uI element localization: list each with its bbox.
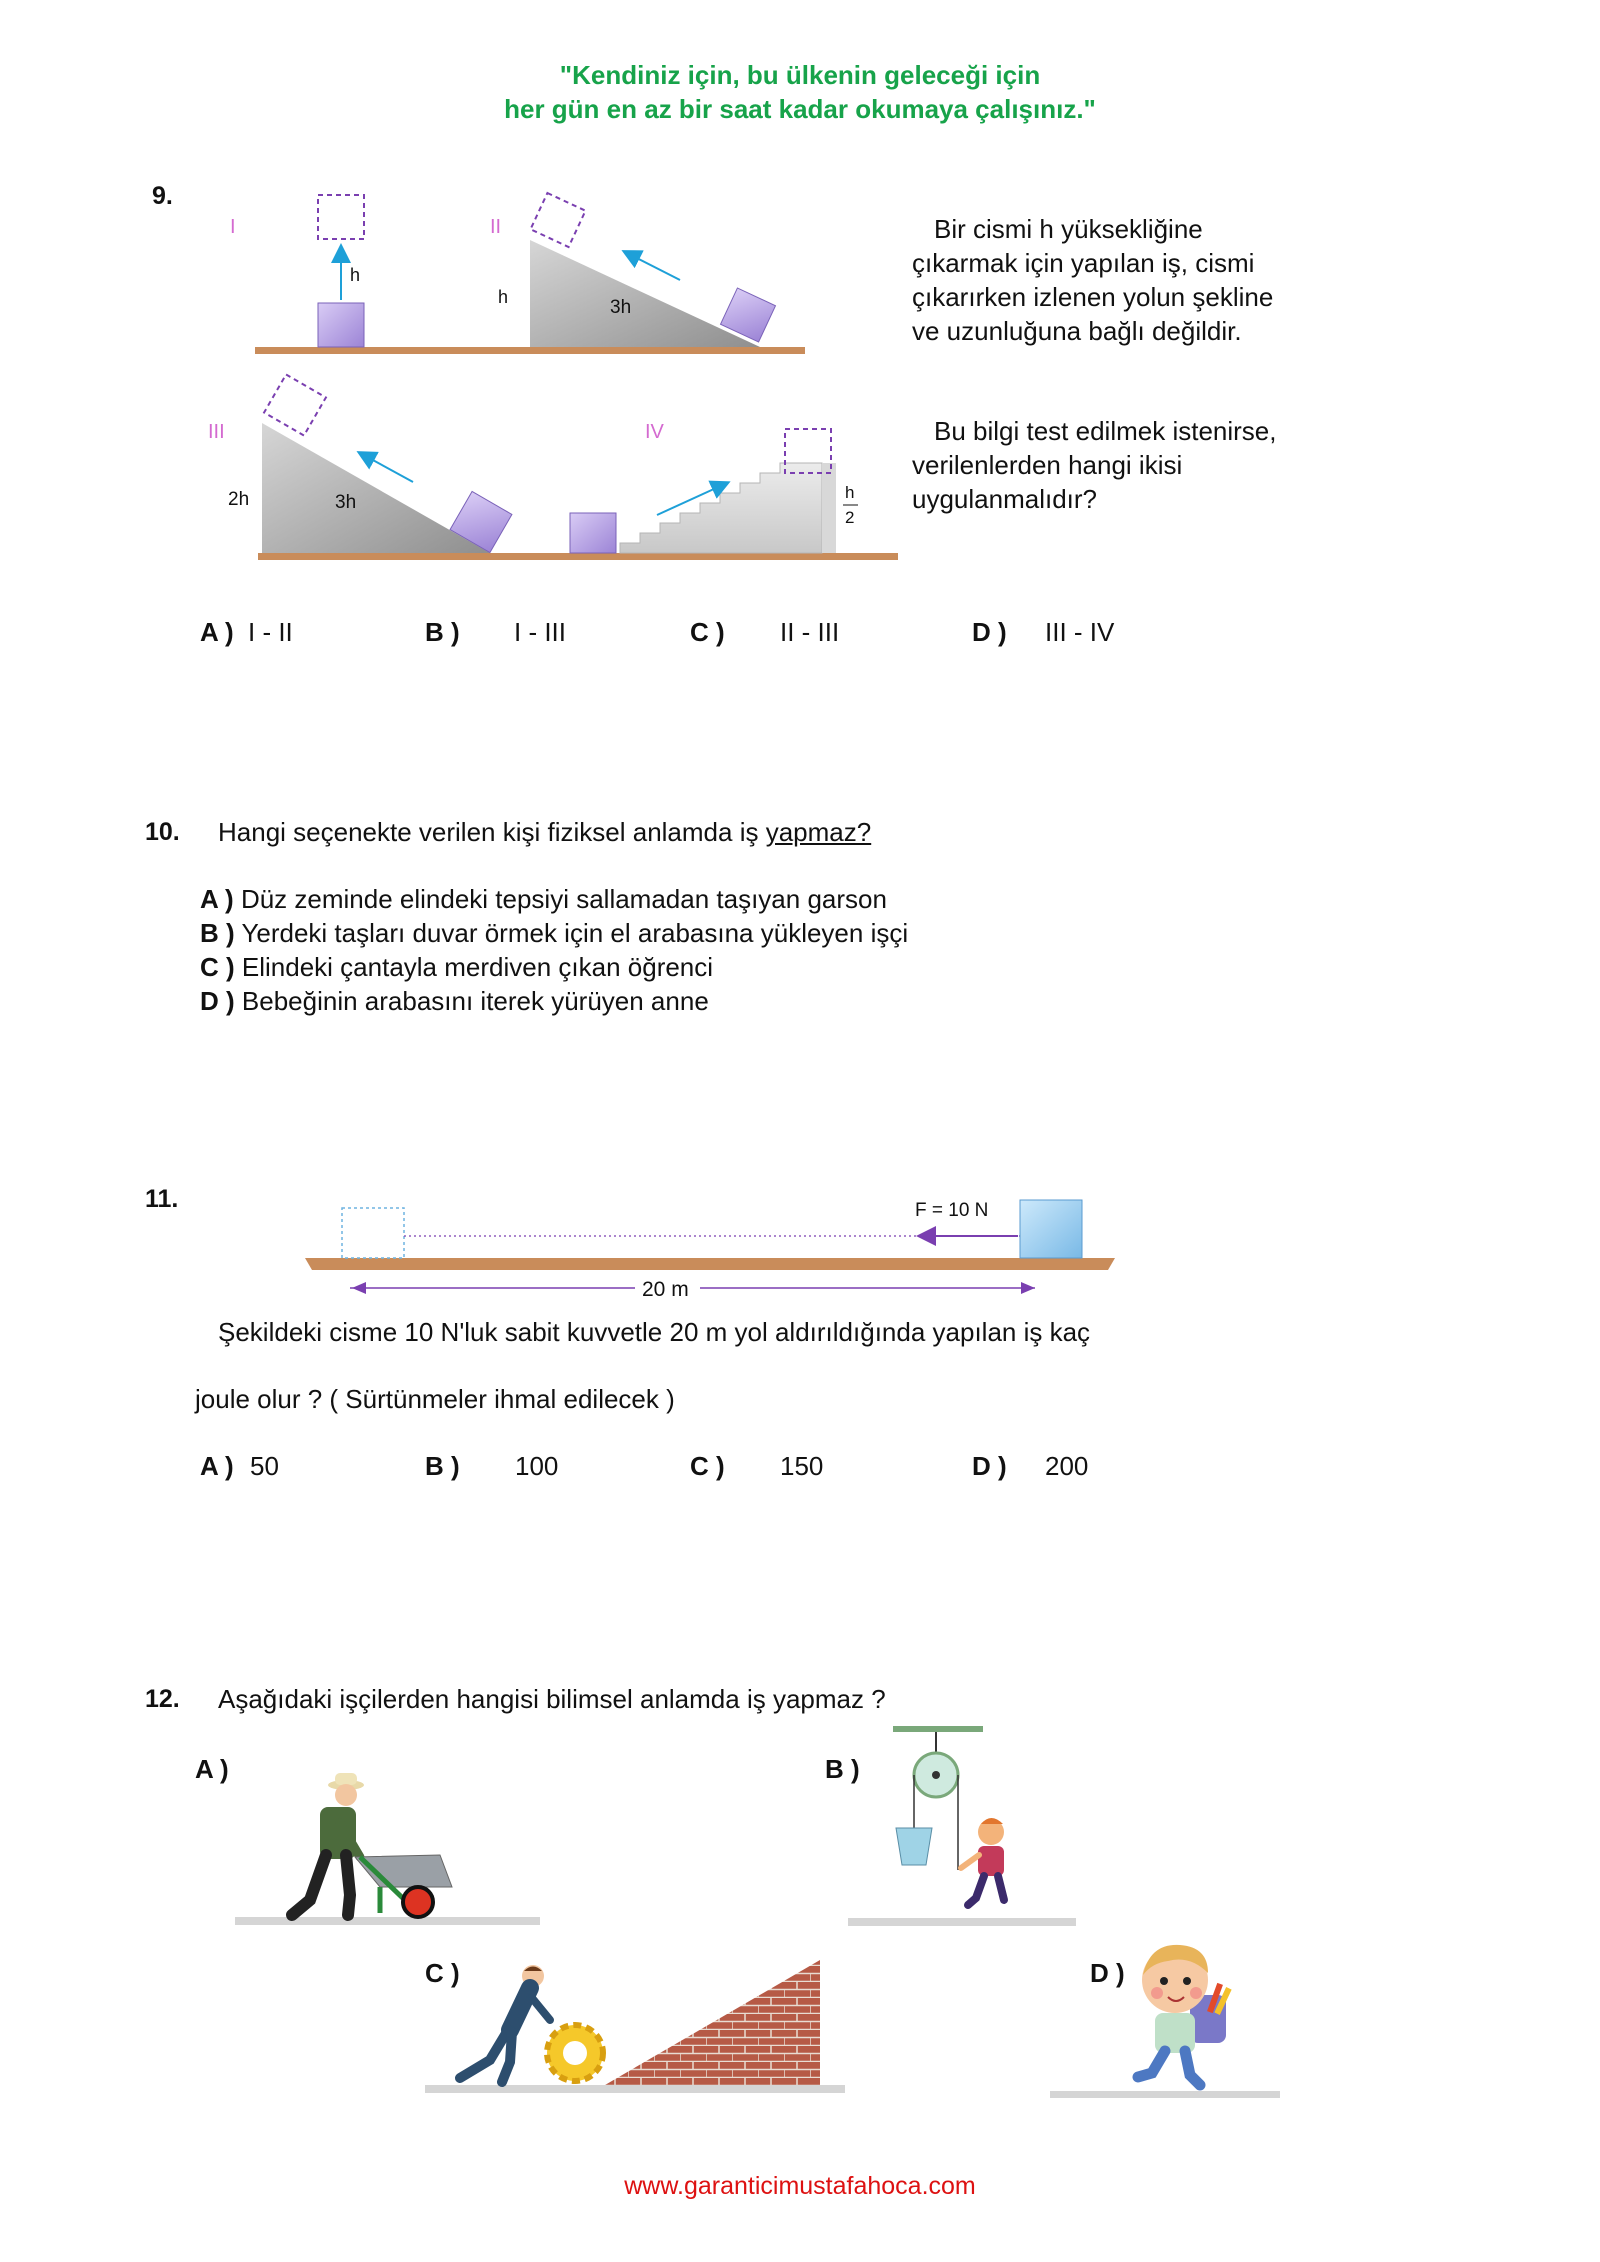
label-h-half-den: 2	[845, 508, 855, 527]
q9-option-d-value[interactable]: III - IV	[1045, 617, 1115, 647]
roman-IV: IV	[645, 421, 664, 443]
question-9-number: 9.	[152, 182, 173, 210]
q10-option-c-value[interactable]: Elindeki çantayla merdiven çıkan öğrenci	[241, 952, 714, 982]
q11-option-a-value[interactable]: 50	[250, 1451, 279, 1481]
q9-option-d-label[interactable]: D )	[972, 617, 1007, 647]
ground-top	[255, 347, 805, 354]
q11-option-d-label[interactable]: D )	[972, 1451, 1007, 1481]
block-I-target	[318, 195, 364, 239]
q9-question-line-3: uygulanmalıdır?	[912, 484, 1097, 514]
q10-option-a-value[interactable]: Düz zeminde elindeki tepsiyi sallamadan taşıyan garson	[240, 884, 887, 914]
force-label: F = 10 N	[915, 1200, 989, 1221]
q11-option-b-value[interactable]: 100	[515, 1451, 559, 1481]
incline-III	[262, 423, 490, 553]
q9-option-b-label[interactable]: B )	[425, 617, 460, 647]
option-b-illustration-pulley	[848, 1720, 1083, 1930]
quote-line-2: her gün en az bir saat kadar okumaya çalışınız."	[504, 94, 1096, 124]
staircase-side-IV	[822, 463, 836, 553]
q10-option-c-label[interactable]: C )	[200, 952, 235, 982]
question-10-number: 10.	[145, 818, 180, 846]
q11-option-c-value[interactable]: 150	[780, 1451, 824, 1481]
hanging-weight	[896, 1828, 932, 1865]
q11-option-d-value[interactable]: 200	[1045, 1451, 1089, 1481]
block-start-dashed	[342, 1208, 404, 1258]
q10-option-d-value[interactable]: Bebeğinin arabasını iterek yürüyen anne	[241, 986, 709, 1016]
label-3h-II: 3h	[610, 297, 632, 318]
ceiling-bar	[893, 1726, 983, 1732]
q9-info-line-4: ve uzunluğuna bağlı değildir.	[912, 316, 1242, 346]
q12-option-c-label[interactable]: C )	[425, 1958, 460, 1988]
q10-option-a-label[interactable]: A )	[200, 884, 234, 914]
quote-line-1: "Kendiniz için, bu ülkenin geleceği için	[559, 60, 1041, 90]
q11-option-b-label[interactable]: B )	[425, 1451, 460, 1481]
q10-question-underlined: yapmaz?	[765, 817, 872, 847]
question-11-figure	[300, 1190, 1130, 1305]
question-9-figure	[200, 185, 900, 575]
q10-option-b-value[interactable]: Yerdeki taşları duvar örmek için el arabasına yükleyen işçi	[241, 918, 909, 948]
q11-option-a-label[interactable]: A )	[200, 1451, 234, 1481]
q9-info-line-2: çıkarmak için yapılan iş, cismi	[912, 248, 1255, 278]
label-h-II: h	[498, 287, 509, 307]
q11-question-line-1: Şekildeki cisme 10 N'luk sabit kuvvetle 20 m yol aldırıldığında yapılan iş kaç	[218, 1317, 1091, 1347]
q12-option-b-label[interactable]: B )	[825, 1754, 860, 1784]
q11-question-line-2: joule olur ? ( Sürtünmeler ihmal edilecek )	[195, 1384, 675, 1414]
q10-option-b-label[interactable]: B )	[200, 918, 235, 948]
staircase-IV	[620, 463, 822, 553]
roman-I: I	[230, 216, 236, 238]
q12-question: Aşağıdaki işçilerden hangisi bilimsel anlamda iş yapmaz ?	[218, 1684, 886, 1714]
label-2h-III: 2h	[228, 489, 250, 510]
option-a-illustration-wheelbarrow	[230, 1765, 550, 1930]
ground-a	[235, 1917, 540, 1925]
q9-info-line-1: Bir cismi h yüksekliğine	[934, 214, 1203, 244]
block-I	[318, 303, 364, 347]
option-d-illustration-walking-boy	[1040, 1935, 1290, 2105]
ground-d	[1050, 2091, 1280, 2098]
roman-III: III	[208, 421, 225, 443]
brick-ramp	[605, 1960, 820, 2085]
ground-q11	[305, 1258, 1115, 1270]
incline-II	[530, 240, 760, 347]
distance-label: 20 m	[642, 1278, 689, 1301]
q10-option-d-label[interactable]: D )	[200, 986, 235, 1016]
roman-II: II	[490, 216, 502, 238]
footer-url[interactable]: www.garanticimustafahoca.com	[624, 2172, 976, 2200]
q9-question-line-2: verilenlerden hangi ikisi	[912, 450, 1183, 480]
q9-question-line-1: Bu bilgi test edilmek istenirse,	[934, 416, 1277, 446]
question-12-number: 12.	[145, 1685, 180, 1713]
label-3h-III: 3h	[335, 492, 357, 513]
option-c-illustration-wall-push	[420, 1950, 850, 2115]
ground-c	[425, 2085, 845, 2093]
q9-option-c-label[interactable]: C )	[690, 617, 725, 647]
q9-question-text	[912, 414, 1276, 516]
ground-bottom	[258, 553, 898, 560]
label-h-I: h	[350, 265, 361, 285]
question-11-number: 11.	[145, 1185, 179, 1213]
q10-question	[218, 815, 871, 849]
block-II-target	[531, 193, 586, 247]
q11-option-c-label[interactable]: C )	[690, 1451, 725, 1481]
q9-info-text	[912, 212, 1273, 348]
q9-info-line-3: çıkarırken izlenen yolun şekline	[912, 282, 1274, 312]
block-q11	[1020, 1200, 1082, 1258]
ground-b	[848, 1918, 1076, 1926]
q12-option-d-label[interactable]: D )	[1090, 1958, 1125, 1988]
block-III-target	[264, 374, 326, 435]
q9-option-c-value[interactable]: II - III	[780, 617, 840, 647]
q9-option-a-label[interactable]: A )	[200, 617, 234, 647]
q9-option-a-value[interactable]: I - II	[248, 617, 293, 647]
q12-option-a-label[interactable]: A )	[195, 1754, 229, 1784]
label-h-half-num: h	[845, 483, 855, 502]
block-IV	[570, 513, 616, 553]
q10-options	[200, 882, 908, 1018]
q10-question-prefix: Hangi seçenekte verilen kişi fiziksel anlamda iş	[218, 817, 766, 847]
q9-option-b-value[interactable]: I - III	[514, 617, 566, 647]
